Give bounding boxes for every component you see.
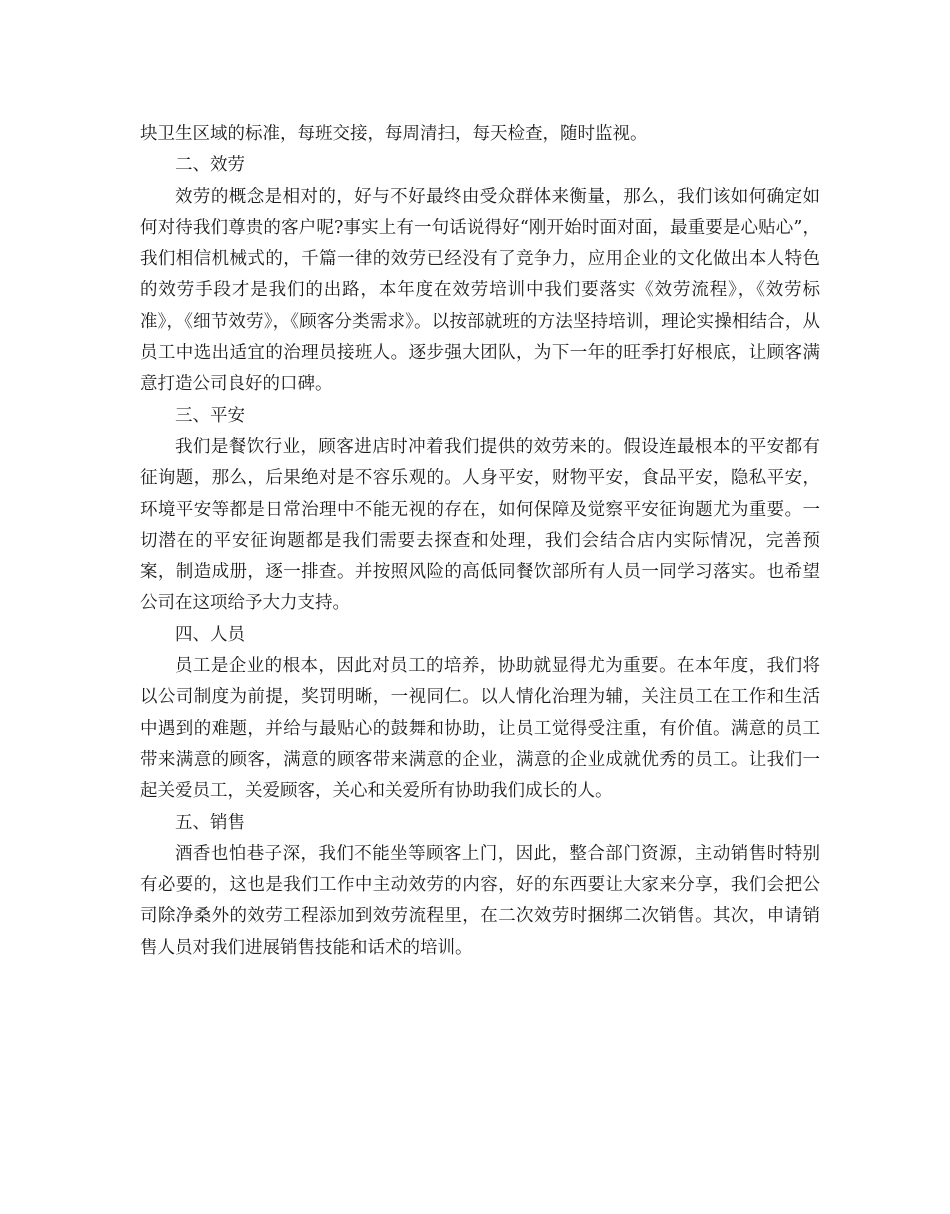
paragraph-sales: 酒香也怕巷子深，我们不能坐等顾客上门，因此，整合部门资源，主动销售时特别有必要的，这也是我们工作中主动效劳的内容，好的东西要让大家来分享，我们会把公司除净桑外的效劳工程添加到效劳流程里，在二次效劳时捆绑二次销售。其次，申请销售人员对我们进展销售技能和话术的培训。 <box>140 843 820 958</box>
paragraph-service: 效劳的概念是相对的，好与不好最终由受众群体来衡量，那么，我们该如何确定如何对待我们尊贵的客户呢?事实上有一句话说得好“刚开始时面对面，最重要是心贴心”，我们相信机械式的，千篇一律的效劳已经没有了竞争力，应用企业的文化做出本人特色的效劳手段才是我们的出路，本年度在效劳培训中我们要落实《效劳流程》，《效劳标准》，《细节效劳》，《顾客分类需求》。以按部就班的方法坚持培训，理论实操相结合，从员工中选出适宜的治理员接班人。逐步强大团队，为下一年的旺季打好根底，让顾客满意打造公司良好的口碑。 <box>140 186 820 395</box>
section-heading-staff: 四、人员 <box>175 624 245 645</box>
paragraph-continuation: 块卫生区域的标准，每班交接，每周清扫，每天检查，随时监视。 <box>140 124 648 144</box>
paragraph-staff: 员工是企业的根本，因此对员工的培养，协助就显得尤为重要。在本年度，我们将以公司制度为前提，奖罚明晰，一视同仁。以人情化治理为辅，关注员工在工作和生活中遇到的难题，并给与最贴心的鼓舞和协助，让员工觉得受注重，有价值。满意的员工带来满意的顾客，满意的顾客带来满意的企业，满意的企业成就优秀的员工。让我们一起关爱员工，关爱顾客，关心和关爱所有协助我们成长的人。 <box>140 656 820 802</box>
paragraph-safety: 我们是餐饮行业，顾客进店时冲着我们提供的效劳来的。假设连最根本的平安都有征询题，那么，后果绝对是不容乐观的。人身平安，财物平安，食品平安，隐私平安，环境平安等都是日常治理中不能无视的存在，如何保障及觉察平安征询题尤为重要。一切潜在的平安征询题都是我们需要去探查和处理，我们会结合店内实际情况，完善预案，制造成册，逐一排查。并按照风险的高低同餐饮部所有人员一同学习落实。也希望公司在这项给予大力支持。 <box>140 436 820 614</box>
document-body <box>140 119 820 964</box>
section-heading-service: 二、效劳 <box>175 155 245 176</box>
section-heading-safety: 三、平安 <box>175 405 245 426</box>
section-heading-sales: 五、销售 <box>175 812 245 833</box>
